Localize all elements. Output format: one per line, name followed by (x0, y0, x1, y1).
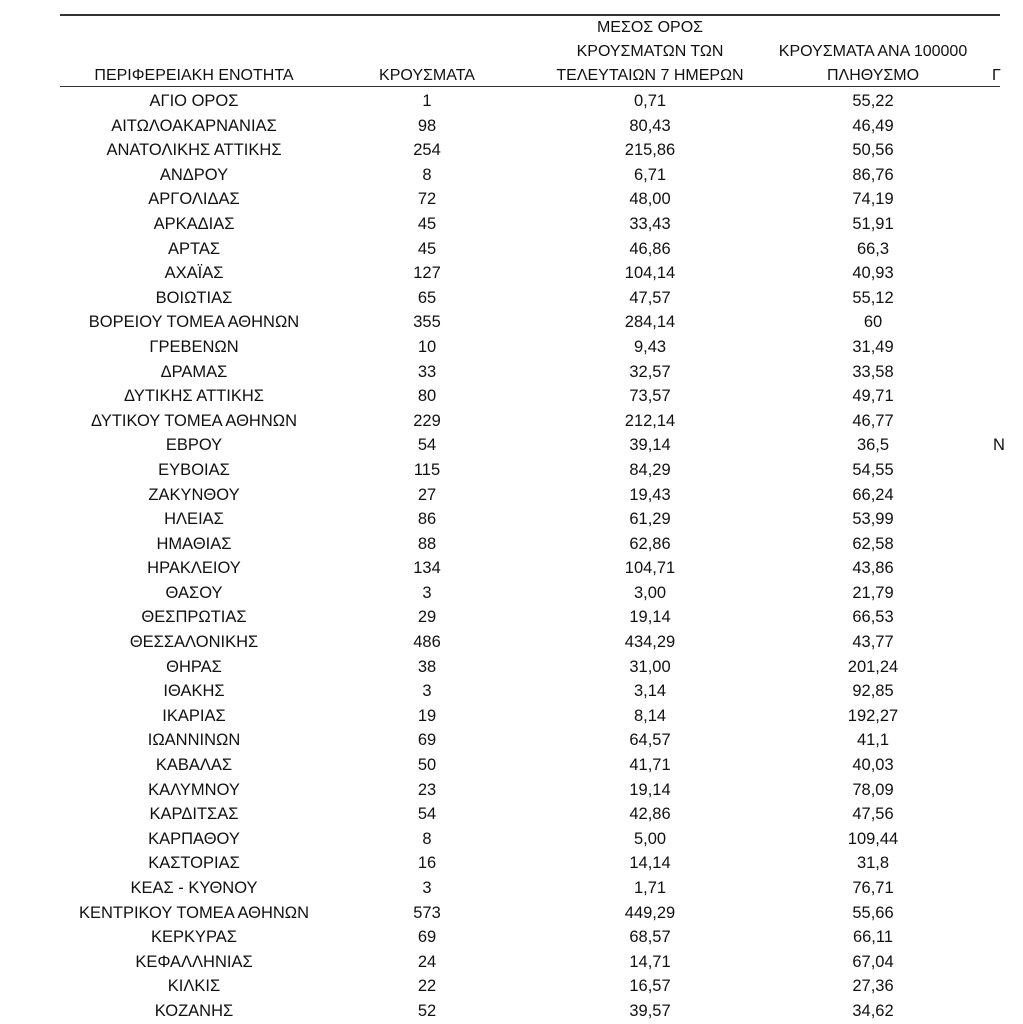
avg7-cell: 41,71 (629, 756, 671, 775)
per100k-cell: 54,55 (852, 460, 894, 479)
table-row (0, 261, 1000, 286)
region-cell: ΚΕΑΣ - ΚΥΘΝΟΥ (130, 879, 258, 897)
region-cell: ΒΟΙΩΤΙΑΣ (155, 288, 233, 307)
per100k-cell: 109,44 (847, 829, 899, 848)
per100k-cell: 66,53 (852, 608, 894, 627)
cases-cell: 72 (417, 190, 437, 209)
cases-cell: 69 (417, 731, 437, 750)
avg7-cell: 39,14 (629, 436, 671, 455)
cases-cell: 115 (413, 460, 441, 479)
header-region (60, 64, 328, 88)
table-row (0, 384, 1000, 409)
table-row (0, 114, 1000, 139)
table-row (0, 679, 1000, 704)
avg7-cell: 64,57 (629, 731, 671, 750)
header-avg7-line-1: ΜΕΣΟΣ ΟΡΟΣ (596, 19, 704, 36)
table-row (0, 138, 1000, 163)
avg7-cell: 6,71 (633, 165, 667, 184)
avg7-cell: 14,71 (629, 952, 671, 971)
avg7-cell: 14,14 (629, 854, 671, 873)
per100k-cell: 74,19 (852, 190, 894, 209)
region-cell: ΚΑΛΥΜΝΟΥ (148, 780, 240, 799)
per100k-cell: 46,49 (852, 116, 894, 135)
table-row (0, 974, 1000, 999)
table-row (0, 728, 1000, 753)
per100k-cell: 76,71 (852, 879, 894, 897)
region-cell: ΓΡΕΒΕΝΩΝ (149, 337, 239, 356)
avg7-cell: 5,00 (633, 829, 667, 848)
per100k-cell: 66,3 (856, 239, 890, 258)
cases-cell: 50 (417, 756, 437, 775)
avg7-cell: 48,00 (629, 190, 671, 209)
table-row (0, 778, 1000, 803)
per100k-cell: 31,8 (856, 854, 890, 873)
per100k-cell: 86,76 (852, 165, 894, 184)
table-row (0, 556, 1000, 581)
table-row (0, 310, 1000, 335)
region-cell: ΕΥΒΟΙΑΣ (158, 460, 230, 479)
cases-cell: 24 (417, 952, 437, 971)
cases-cell: 19 (417, 706, 437, 725)
avg7-cell: 9,43 (633, 337, 667, 356)
cases-cell: 127 (413, 264, 441, 283)
avg7-cell: 46,86 (629, 239, 671, 258)
cases-cell: 98 (417, 116, 437, 135)
table-row (0, 212, 1000, 237)
cut-column-cell: Ν (993, 436, 1005, 455)
table-row (0, 901, 1000, 926)
per100k-cell: 67,04 (852, 952, 894, 971)
region-cell: ΙΘΑΚΗΣ (163, 682, 225, 701)
cases-cell: 23 (417, 780, 437, 799)
cases-cell: 10 (417, 337, 437, 356)
cases-cell: 3 (422, 879, 432, 897)
header-per100k (760, 40, 986, 88)
header-per100k-line-2: ΠΛΗΘΥΣΜΟ (826, 67, 920, 84)
region-cell: ΗΛΕΙΑΣ (164, 510, 224, 529)
per100k-cell: 27,36 (852, 977, 894, 996)
cases-cell: 45 (417, 239, 437, 258)
table-row (0, 802, 1000, 827)
region-cell: ΑΧΑΪΑΣ (164, 264, 224, 283)
cases-cell: 29 (417, 608, 437, 627)
per100k-cell: 33,58 (852, 362, 894, 381)
per100k-cell: 62,58 (852, 534, 894, 553)
avg7-cell: 449,29 (624, 903, 676, 922)
cases-cell: 22 (417, 977, 437, 996)
avg7-cell: 19,43 (629, 485, 671, 504)
cases-cell: 65 (417, 288, 437, 307)
cases-cell: 134 (413, 559, 441, 578)
cases-cell: 86 (417, 510, 437, 529)
avg7-cell: 104,14 (624, 264, 676, 283)
table-top-rule (60, 14, 1000, 16)
table-row (0, 655, 1000, 680)
per100k-cell: 60 (863, 313, 883, 332)
per100k-cell: 21,79 (852, 583, 894, 602)
region-cell: ΚΕΝΤΡΙΚΟΥ ΤΟΜΕΑ ΑΘΗΝΩΝ (78, 903, 310, 922)
avg7-cell: 1,71 (633, 879, 667, 897)
cases-cell: 52 (417, 1001, 437, 1020)
cases-cell: 8 (422, 165, 432, 184)
avg7-cell: 80,43 (629, 116, 671, 135)
cases-cell: 69 (417, 928, 437, 947)
table-row (0, 483, 1000, 508)
region-cell: ΚΕΦΑΛΛΗΝΙΑΣ (135, 952, 253, 971)
avg7-cell: 84,29 (629, 460, 671, 479)
avg7-cell: 31,00 (629, 657, 671, 676)
table-row (0, 335, 1000, 360)
header-per100k-line-1: ΚΡΟΥΣΜΑΤΑ ΑΝΑ 100000 (778, 43, 968, 60)
table-row (0, 753, 1000, 778)
avg7-cell: 19,14 (629, 780, 671, 799)
avg7-cell: 104,71 (624, 559, 676, 578)
table-row (0, 925, 1000, 950)
cases-cell: 254 (413, 141, 441, 160)
region-cell: ΘΕΣΣΑΛΟΝΙΚΗΣ (129, 633, 259, 652)
avg7-cell: 434,29 (624, 633, 676, 652)
cases-cell: 3 (422, 682, 432, 701)
header-region-line: ΠΕΡΙΦΕΡΕΙΑΚΗ ΕΝΟΤΗΤΑ (94, 67, 294, 84)
region-cell: ΙΚΑΡΙΑΣ (162, 706, 226, 725)
per100k-cell: 201,24 (847, 657, 899, 676)
table-row (0, 89, 1000, 114)
table-row (0, 876, 1000, 901)
avg7-cell: 47,57 (629, 288, 671, 307)
table-row (0, 605, 1000, 630)
header-cut-column-text: Γ (992, 67, 1001, 84)
region-cell: ΑΡΓΟΛΙΔΑΣ (148, 190, 240, 209)
avg7-cell: 73,57 (629, 387, 671, 406)
region-cell: ΚΑΒΑΛΑΣ (155, 756, 233, 775)
avg7-cell: 3,14 (633, 682, 667, 701)
region-cell: ΘΕΣΠΡΩΤΙΑΣ (141, 608, 247, 627)
header-cut-column (992, 64, 1022, 88)
cases-cell: 27 (417, 485, 437, 504)
region-cell: ΙΩΑΝΝΙΝΩΝ (147, 731, 241, 750)
table-row (0, 950, 1000, 975)
per100k-cell: 43,86 (852, 559, 894, 578)
per100k-cell: 34,62 (852, 1001, 894, 1020)
per100k-cell: 36,5 (856, 436, 890, 455)
table-row (0, 532, 1000, 557)
region-cell: ΑΓΙΟ ΟΡΟΣ (149, 92, 239, 110)
table-row (0, 581, 1000, 606)
per100k-cell: 92,85 (852, 682, 894, 701)
per100k-cell: 40,03 (852, 756, 894, 775)
table-row (0, 163, 1000, 188)
avg7-cell: 19,14 (629, 608, 671, 627)
table-row (0, 827, 1000, 852)
per100k-cell: 66,11 (852, 928, 894, 947)
per100k-cell: 192,27 (847, 706, 899, 725)
per100k-cell: 31,49 (852, 337, 894, 356)
header-bottom-rule (60, 86, 1000, 87)
table-row (0, 360, 1000, 385)
table-row (0, 433, 1005, 458)
header-avg7-line-2: ΚΡΟΥΣΜΑΤΩΝ ΤΩΝ (576, 43, 724, 60)
table-row (0, 409, 1000, 434)
region-cell: ΖΑΚΥΝΘΟΥ (148, 485, 240, 504)
table-row (0, 851, 1000, 876)
header-avg7-line-3: ΤΕΛΕΥΤΑΙΩΝ 7 ΗΜΕΡΩΝ (556, 67, 744, 84)
table-row (0, 630, 1000, 655)
cases-cell: 8 (422, 829, 432, 848)
header-cases-line: ΚΡΟΥΣΜΑΤΑ (379, 67, 475, 84)
region-cell: ΗΡΑΚΛΕΙΟΥ (147, 559, 241, 578)
cases-cell: 355 (413, 313, 441, 332)
avg7-cell: 212,14 (624, 411, 676, 430)
table-row (0, 507, 1000, 532)
cases-cell: 54 (417, 436, 437, 455)
avg7-cell: 62,86 (629, 534, 671, 553)
avg7-cell: 284,14 (624, 313, 676, 332)
avg7-cell: 215,86 (624, 141, 676, 160)
cases-cell: 88 (417, 534, 437, 553)
per100k-cell: 43,77 (852, 633, 894, 652)
per100k-cell: 47,56 (852, 805, 894, 824)
table-row (0, 704, 1000, 729)
avg7-cell: 33,43 (629, 214, 671, 233)
avg7-cell: 0,71 (633, 92, 667, 110)
region-cell: ΑΙΤΩΛΟΑΚΑΡΝΑΝΙΑΣ (111, 116, 277, 135)
avg7-cell: 68,57 (629, 928, 671, 947)
cases-cell: 3 (422, 583, 432, 602)
per100k-cell: 41,1 (856, 731, 890, 750)
avg7-cell: 8,14 (633, 706, 667, 725)
per100k-cell: 51,91 (852, 214, 894, 233)
header-cases (357, 64, 497, 88)
header-avg7 (540, 16, 760, 88)
avg7-cell: 61,29 (629, 510, 671, 529)
region-cell: ΑΡΚΑΔΙΑΣ (153, 214, 235, 233)
region-cell: ΔΥΤΙΚΗΣ ΑΤΤΙΚΗΣ (124, 387, 264, 406)
per100k-cell: 50,56 (852, 141, 894, 160)
region-cell: ΚΕΡΚΥΡΑΣ (150, 928, 237, 947)
region-cell: ΘΑΣΟΥ (165, 583, 223, 602)
region-cell: ΑΝΑΤΟΛΙΚΗΣ ΑΤΤΙΚΗΣ (106, 141, 282, 160)
avg7-cell: 39,57 (629, 1001, 671, 1020)
per100k-cell: 55,12 (852, 288, 894, 307)
per100k-cell: 66,24 (852, 485, 894, 504)
region-cell: ΘΗΡΑΣ (166, 657, 222, 676)
region-cell: ΔΥΤΙΚΟΥ ΤΟΜΕΑ ΑΘΗΝΩΝ (91, 411, 297, 430)
region-cell: ΑΡΤΑΣ (167, 239, 221, 258)
per100k-cell: 55,66 (852, 903, 894, 922)
avg7-cell: 3,00 (633, 583, 667, 602)
per100k-cell: 49,71 (852, 387, 894, 406)
table-row (0, 187, 1000, 212)
region-cell: ΚΟΖΑΝΗΣ (154, 1001, 234, 1020)
cases-cell: 45 (417, 214, 437, 233)
per100k-cell: 78,09 (852, 780, 894, 799)
region-cell: ΕΒΡΟΥ (165, 436, 223, 455)
cases-cell: 1 (422, 92, 432, 110)
per100k-cell: 55,22 (852, 92, 894, 110)
region-cell: ΔΡΑΜΑΣ (160, 362, 228, 381)
avg7-cell: 32,57 (629, 362, 671, 381)
per100k-cell: 40,93 (852, 264, 894, 283)
cases-cell: 38 (417, 657, 437, 676)
cases-cell: 80 (417, 387, 437, 406)
cases-cell: 486 (413, 633, 441, 652)
avg7-cell: 42,86 (629, 805, 671, 824)
cases-cell: 229 (413, 411, 441, 430)
region-cell: ΚΑΣΤΟΡΙΑΣ (148, 854, 240, 873)
region-cell: ΚΙΛΚΙΣ (167, 977, 221, 996)
region-cell: ΑΝΔΡΟΥ (159, 165, 229, 184)
per100k-cell: 53,99 (852, 510, 894, 529)
region-cell: ΒΟΡΕΙΟΥ ΤΟΜΕΑ ΑΘΗΝΩΝ (88, 313, 300, 332)
per100k-cell: 46,77 (852, 411, 894, 430)
cases-cell: 16 (417, 854, 437, 873)
table-row (0, 458, 1000, 483)
table-row (0, 237, 1000, 262)
cases-cell: 33 (417, 362, 437, 381)
region-cell: ΗΜΑΘΙΑΣ (156, 534, 232, 553)
region-cell: ΚΑΡΔΙΤΣΑΣ (149, 805, 239, 824)
table-row (0, 999, 1000, 1024)
cases-cell: 573 (413, 903, 441, 922)
avg7-cell: 16,57 (629, 977, 671, 996)
region-cell: ΚΑΡΠΑΘΟΥ (148, 829, 240, 848)
table-body (0, 89, 1005, 1024)
table-row (0, 286, 1000, 311)
cases-cell: 54 (417, 805, 437, 824)
